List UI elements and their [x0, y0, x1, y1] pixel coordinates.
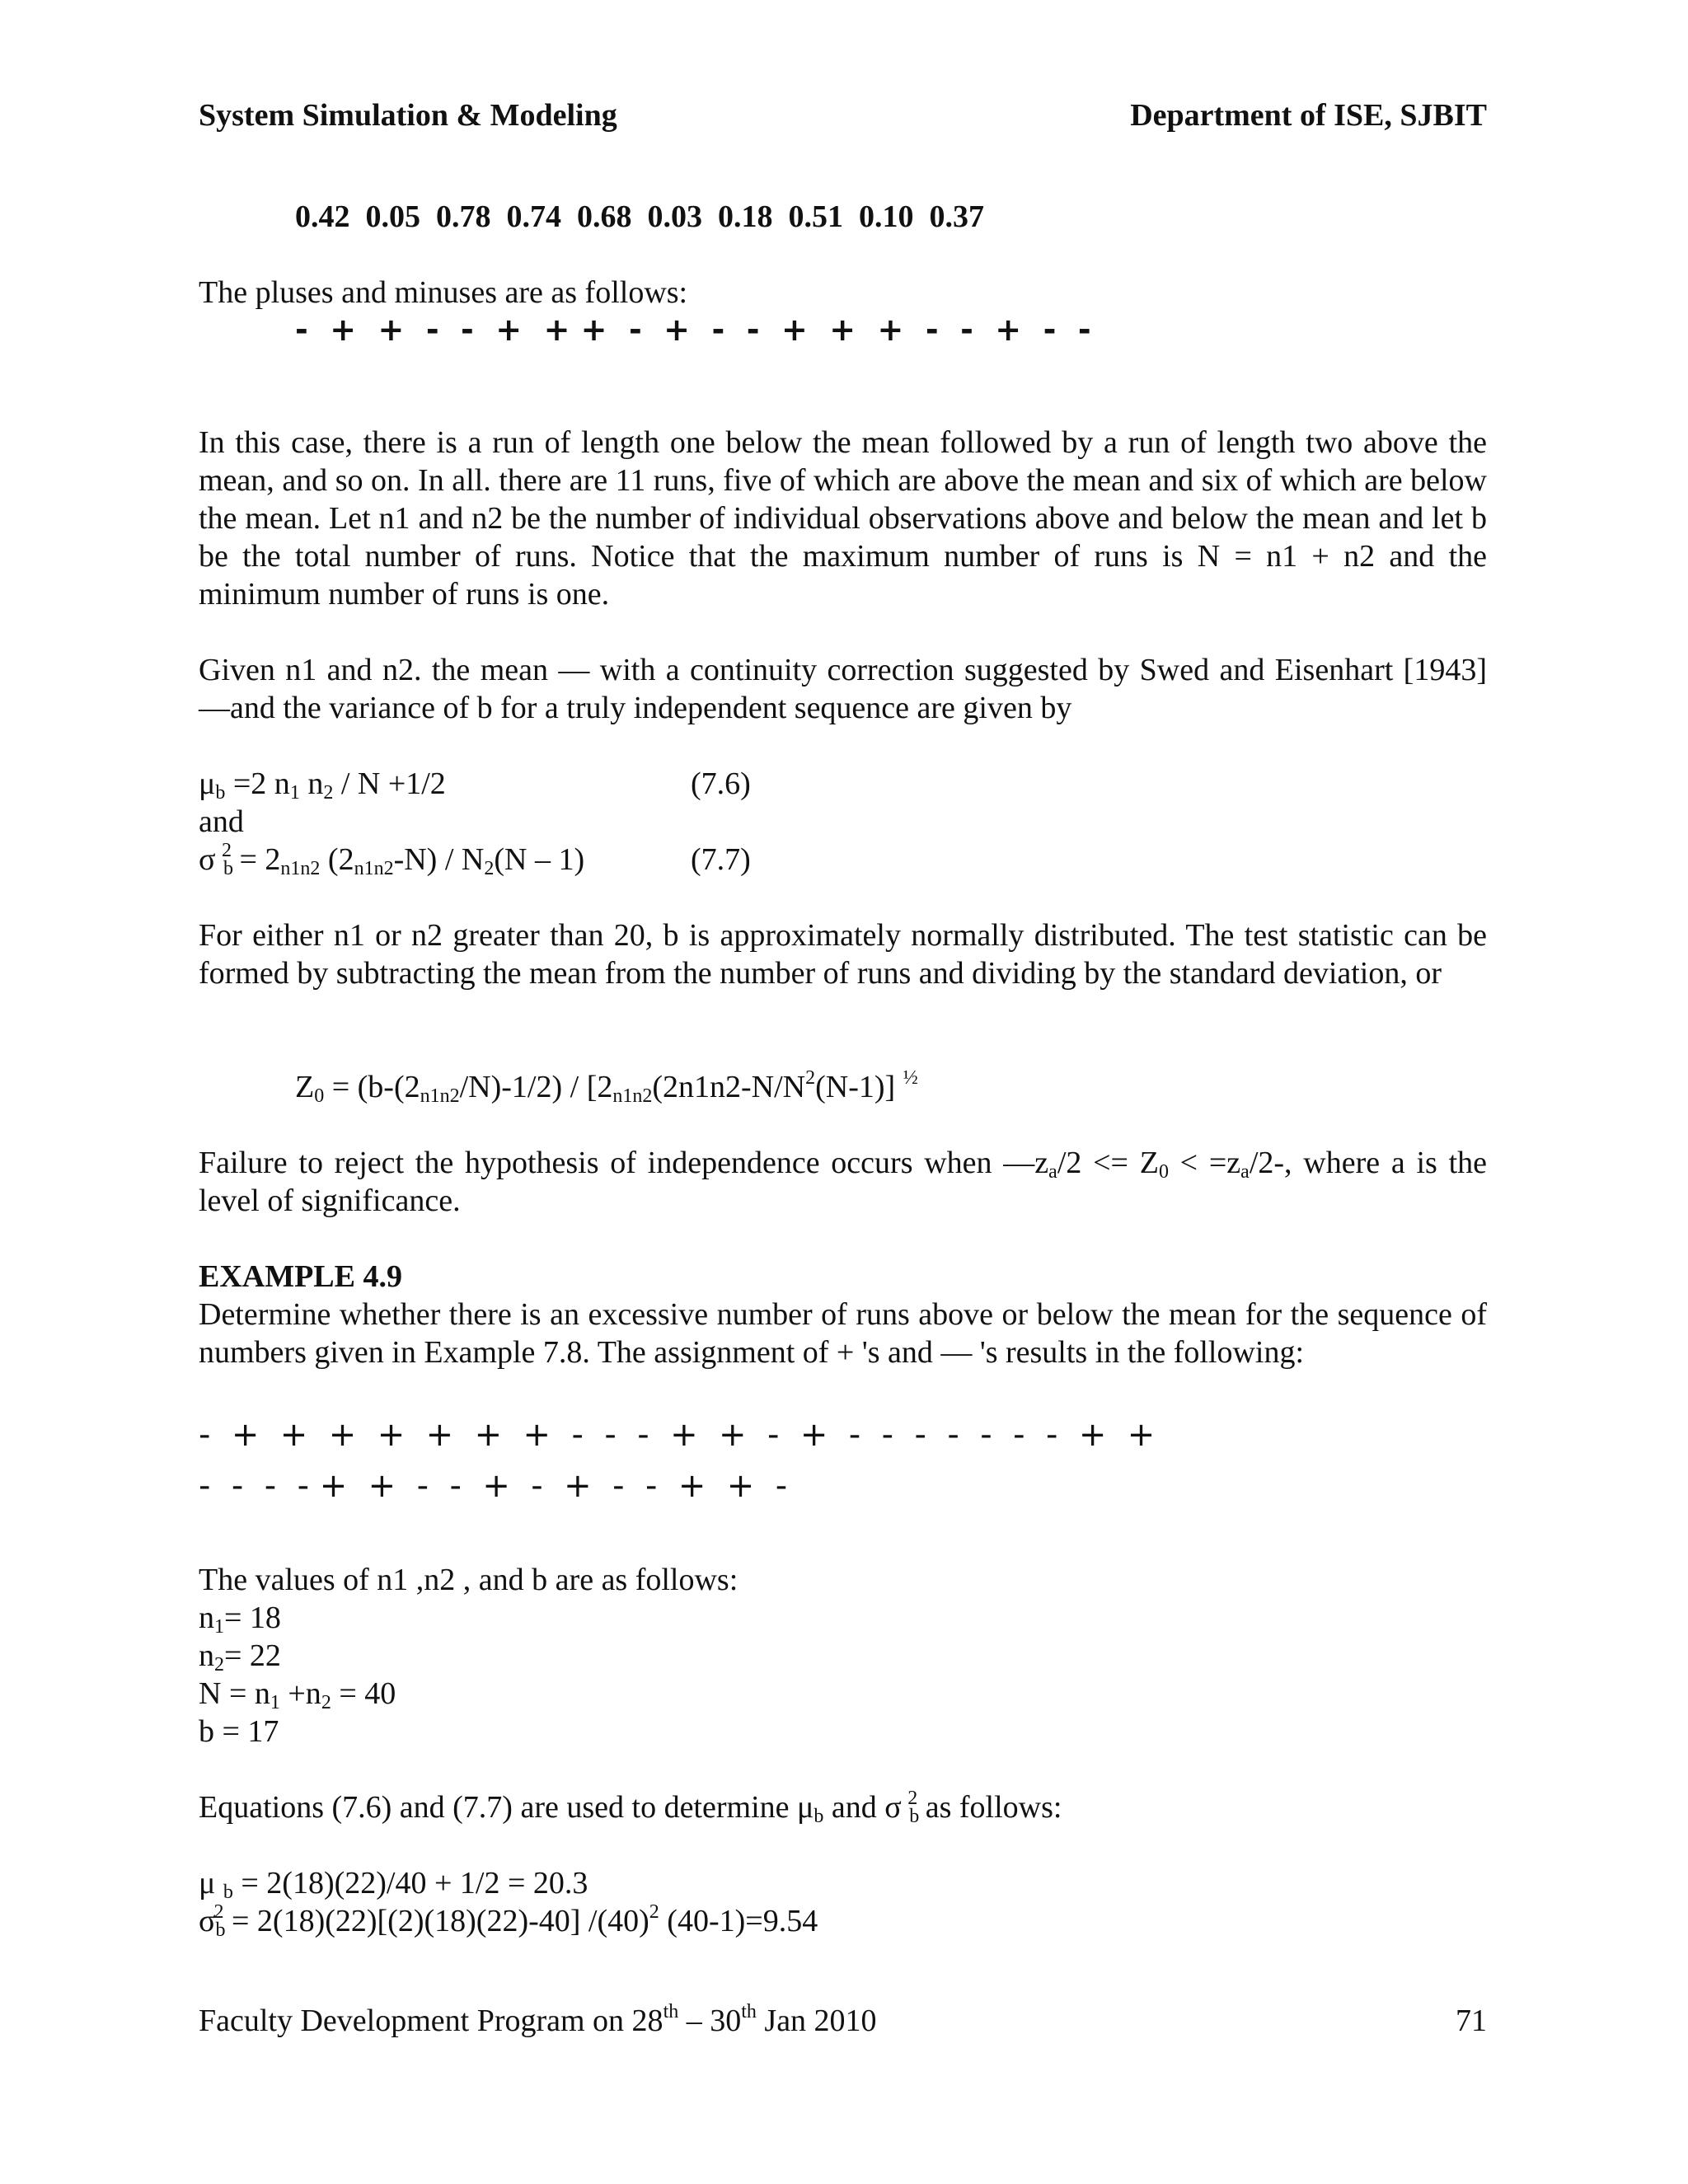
example-title: EXAMPLE 4.9: [199, 1259, 402, 1294]
value-n2: $n_2= 22$: [199, 1638, 281, 1675]
value-b: b = 17: [199, 1714, 279, 1749]
header-left: System Simulation & Modeling: [199, 98, 617, 133]
values-intro: The values of n1 ,n2 , and b are as follows:: [199, 1563, 738, 1597]
paragraph-failure: Failure to reject the hypothesis of independence occurs when $—z_a/2 <= Z_0 < =z_a/2-$, where a is the level of significance.: [199, 1146, 1487, 1218]
z-statistic-equation: $Z_0 = (b-(2_{n1n2}/N)-1/2) / [2_{n1n2}(2n1n2-N/N^2(N-1)]$ $^{\frac{1}{2}}$: [295, 1067, 918, 1107]
paragraph-given: Given n1 and n2. the mean — with a continuity correction suggested by Swed and Eisenhart [1943] —and the variance of b for a truly independent sequence are given by: [199, 653, 1487, 725]
equation-7-7: σ $_b^2 = 2_{n1n2}$ $(2_{n1n2}-N) / N_2(N - 1)$: [199, 840, 585, 879]
page-number: 71: [1456, 2004, 1487, 2038]
result-sigma: $\sigma_b^2 = 2(18)(22)[(2)(18)(22)-40]$ $/(40)^2$ (40-1)=9.54: [199, 1901, 818, 1941]
and-word: and: [199, 804, 244, 839]
pluses-intro: The pluses and minuses are as follows:: [199, 275, 688, 310]
paragraph-either: For either n1 or n2 greater than 20, b is approximately normally distributed. The test statistic can be formed by subtracting the mean from the number of runs and dividing by the standard deviation, or: [199, 918, 1487, 991]
equations-intro: Equations (7.6) and (7.7) are used to determine $\mu_b$ and σ $_b^2$ as follows:: [199, 1788, 1062, 1827]
paragraph-runs: In this case, there is a run of length one below the mean followed by a run of length two above the mean, and so on. In all. there are 11 runs, five of which are above the mean and six of which are below the mean. Let n1 and n2 be the number of individual observations above and below the mean and let b be the total number of runs. Notice that the maximum number of runs is N = n1 + n2 and the minimum number of runs is one.: [199, 425, 1487, 612]
signs-sequence-2b: - - - - + + - - + - + - - + + -: [199, 1467, 788, 1505]
result-mu: μ $_b$ = 2(18)(22)/40 + 1/2 = 20.3: [199, 1866, 588, 1903]
example-text: Determine whether there is an excessive number of runs above or below the mean for the sequence of numbers given in Example 7.8. The assignment of + 's and — 's results in the following:: [199, 1297, 1487, 1370]
header-right: Department of ISE, SJBIT: [1130, 98, 1487, 133]
value-N: $N = n_1 +n_2 = 40$: [199, 1676, 396, 1713]
signs-sequence-2a: - + + + + + + + - - - + + - + - - - - - - - + +: [199, 1416, 1156, 1454]
value-n1: $n_1= 18$: [199, 1601, 281, 1638]
equation-number-7-7: (7.7): [691, 842, 751, 877]
numbers-line: 0.42 0.05 0.78 0.74 0.68 0.03 0.18 0.51 0.10 0.37: [295, 199, 984, 234]
footer-text: Faculty Development Program on 28th – 30th Jan 2010: [199, 2001, 877, 2038]
equation-7-6: $\mu_b =2$ $n_1$ $n_2 / N +1/2$: [199, 766, 446, 804]
signs-sequence-1: - + + - - + + + - + - - + + + - - + - -: [295, 312, 1091, 348]
mu-symbol: μ: [199, 766, 216, 801]
sigma-symbol: σ: [199, 842, 223, 877]
equation-number-7-6: (7.6): [691, 766, 751, 801]
